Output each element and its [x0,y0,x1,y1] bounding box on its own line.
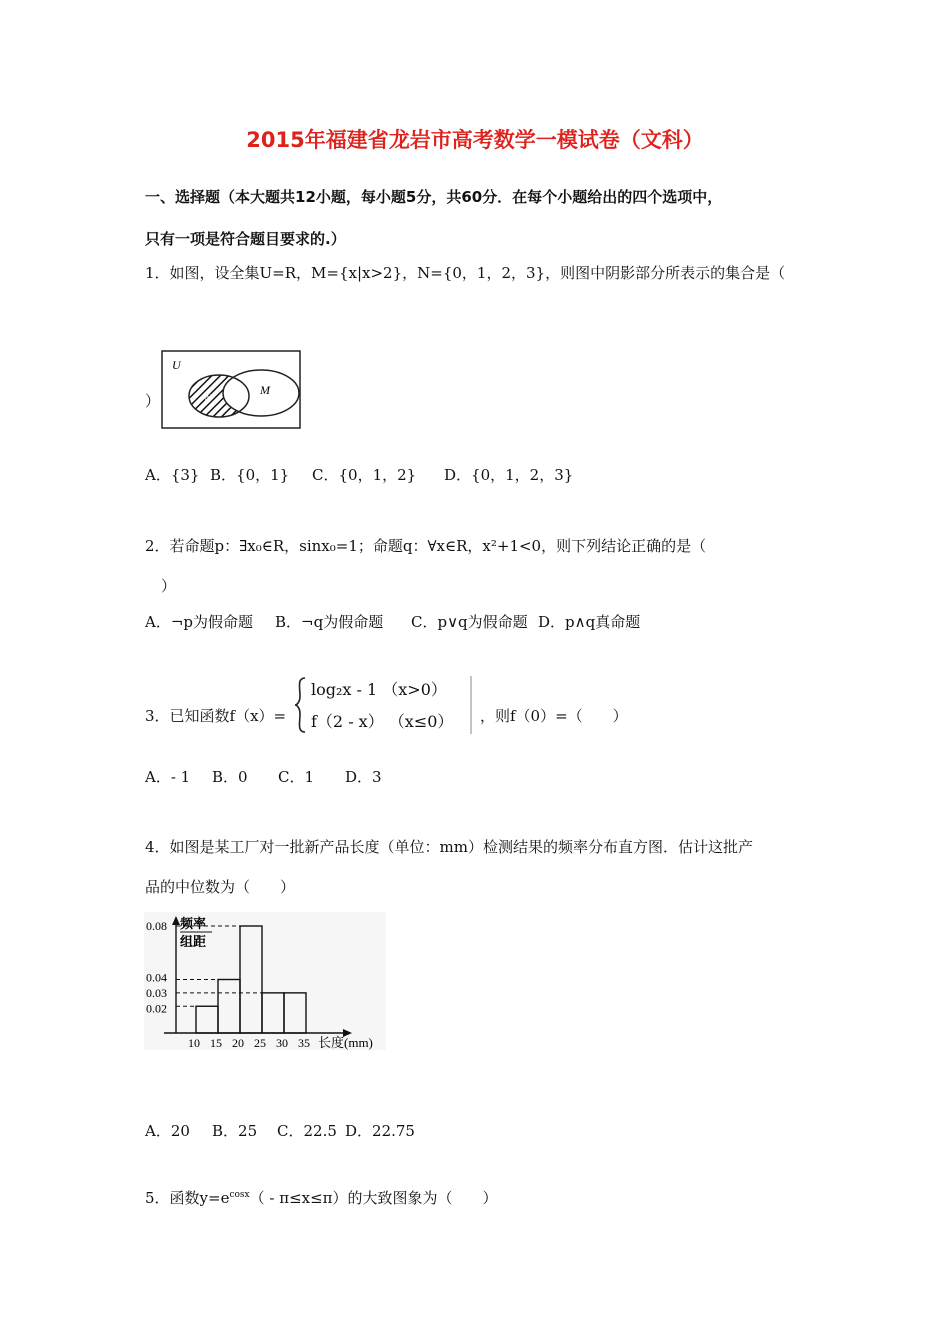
question-5-stem [145,1187,498,1208]
section-heading-line2: 只有一项是符合题目要求的.） [145,230,346,248]
x-tick-label: 25 [254,1036,266,1050]
q2-option-d: D．p∧q真命题 [538,613,641,631]
y-tick-label: 0.02 [146,1001,167,1016]
section-heading-line1: 一、选择题（本大题共12小题，每小题5分，共60分．在每个小题给出的四个选项中， [145,188,723,206]
page-title: 2015年福建省龙岩市高考数学一模试卷（文科） [246,128,704,152]
universal-set-box [162,351,300,428]
x-axis-label: 长度(mm) [318,1035,373,1050]
y-label-top: 频率 [180,916,207,931]
q5-exponent: cosx [229,1190,250,1200]
x-tick-label: 15 [210,1036,222,1050]
x-tick-label: 30 [276,1036,288,1050]
question-2-stem: 2．若命题p：∃x₀∈R，sinx₀=1；命题q：∀x∈R，x²+1<0，则下列结论正确的是（ [145,537,707,555]
y-tick-label: 0.04 [146,970,167,985]
question-1-stem-close: ） [145,392,161,410]
q3-option-c: C．1 [278,768,315,786]
piecewise-case-2: f（2 - x） （x≤0） [311,712,454,731]
question-4-stem-line1: 4．如图是某工厂对一批新产品长度（单位：mm）检测结果的频率分布直方图．估计这批产 [145,838,753,856]
question-3-stem-end: ，则f（0）=（ ） [480,707,628,725]
question-4-stem-line2: 品的中位数为（ ） [145,878,296,896]
q2-option-b: B．¬q为假命题 [275,613,384,631]
y-label-bottom: 组距 [180,934,207,949]
label-n: N [204,391,213,405]
question-2-stem-close: ） [161,577,177,595]
q2-option-c: C．p∨q为假命题 [411,613,528,631]
q4-option-b: B．25 [212,1122,258,1140]
q3-option-b: B．0 [212,768,248,786]
y-tick-label: 0.08 [146,919,167,933]
q1-option-c: C．{0，1，2} [312,466,417,484]
x-tick-label: 35 [298,1036,310,1050]
q5-prefix: 5．函数y=e [145,1189,230,1207]
q3-option-a: A．- 1 [145,768,191,786]
question-3-stem: 3．已知函数f（x）= [145,707,287,725]
venn-diagram [160,350,302,430]
frequency-histogram [144,912,386,1050]
q4-option-c: C．22.5 [277,1122,337,1140]
q4-option-a: A．20 [145,1122,190,1140]
q1-option-a: A．{3} [145,466,200,484]
q2-option-a: A．¬p为假命题 [145,613,254,631]
question-1-stem: 1．如图，设全集U=R，M={x|x>2}，N={0，1，2，3}，则图中阴影部分所表示的集合是（ [145,264,786,282]
piecewise-case-1: log₂x - 1 （x>0） [311,680,447,699]
q1-option-d: D．{0，1，2，3} [444,466,574,484]
q5-suffix: （ - π≤x≤π）的大致图象为（ ） [249,1189,498,1207]
label-u: U [172,358,181,372]
q3-option-d: D．3 [345,768,382,786]
x-tick-label: 10 [188,1036,200,1050]
y-tick-label: 0.03 [146,985,167,1000]
x-tick-label: 20 [232,1036,244,1050]
q4-option-d: D．22.75 [345,1122,415,1140]
label-m: M [260,383,270,397]
q1-option-b: B．{0，1} [210,466,290,484]
